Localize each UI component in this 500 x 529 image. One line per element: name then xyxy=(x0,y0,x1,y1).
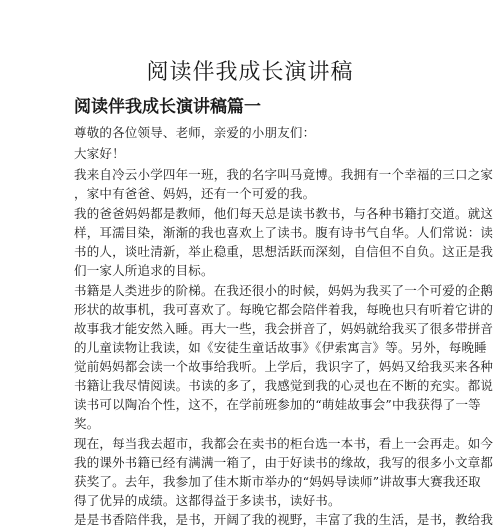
paragraph-line: 觉前妈妈都会读一个故事给我听。上学后，我识字了，妈妈又给我买来各种 xyxy=(74,359,494,374)
paragraph-line: 故事我才能安然入睡。再大一些，我会拼音了，妈妈就给我买了很多带拼音 xyxy=(74,321,494,336)
paragraph-line: 大家好！ xyxy=(74,146,125,161)
paragraph-line: 我来自冷云小学四年一班，我的名字叫马竟博。我拥有一个幸福的三口之家 xyxy=(74,167,494,182)
paragraph-line: 得了优异的成绩。这都得益于多读书，读好书。 xyxy=(74,493,341,508)
section-title: 阅读伴我成长演讲稿篇一 xyxy=(74,97,261,117)
paragraph-line: 获奖了。去年，我参加了佳木斯市举办的“妈妈导读师”讲故事大赛我还取 xyxy=(74,474,481,489)
paragraph-line: 们一家人所追求的目标。 xyxy=(74,263,214,278)
paragraph-line: 我的爸爸妈妈都是教师，他们每天总是读书教书，与各种书籍打交道。就这 xyxy=(74,206,494,221)
paragraph-line: 我的课外书籍已经有满满一箱了，由于好读书的缘故，我写的很多小文章都 xyxy=(74,455,494,470)
paragraph-line: 现在，每当我去超市，我都会在卖书的柜台选一本书，看上一会再走。如今 xyxy=(74,436,494,451)
paragraph-line: 书籍让我尽情阅读。书读的多了，我感觉到我的心灵也在不断的充实。都说 xyxy=(74,378,494,393)
paragraph-line: ，家中有爸爸、妈妈，还有一个可爱的我。 xyxy=(74,186,316,201)
paragraph-line: 读书可以陶冶个性，这不，在学前班参加的“萌娃故事会”中我获得了一等 xyxy=(74,397,481,412)
paragraph-line: 书的人，谈吐清新，举止稳重，思想活跃而深刻，自信但不自负。这正是我 xyxy=(74,244,494,259)
paragraph-line: 是是书香陪伴我，是书，开阔了我的视野，丰富了我的生活，是书，教给我 xyxy=(74,512,494,527)
paragraph-line: 书籍是人类进步的阶梯。在我还很小的时候，妈妈为我买了一个可爱的企鹅 xyxy=(74,283,494,298)
paragraph-line: 样，耳濡目染，渐渐的我也喜欢上了读书。腹有诗书气自华。人们常说：读 xyxy=(74,225,494,240)
paragraph-line: 奖。 xyxy=(74,416,100,431)
paragraph-line: 的儿童读物让我读，如《安徒生童话故事》《伊索寓言》等。另外，每晚睡 xyxy=(74,340,487,355)
paragraph-line: 尊敬的各位领导、老师，亲爱的小朋友们： xyxy=(74,125,316,140)
document-title: 阅读伴我成长演讲稿 xyxy=(146,60,354,85)
paragraph-line: 形状的故事机，我可喜欢了。每晚它都会陪伴着我，每晚也只有听着它讲的 xyxy=(74,302,494,317)
